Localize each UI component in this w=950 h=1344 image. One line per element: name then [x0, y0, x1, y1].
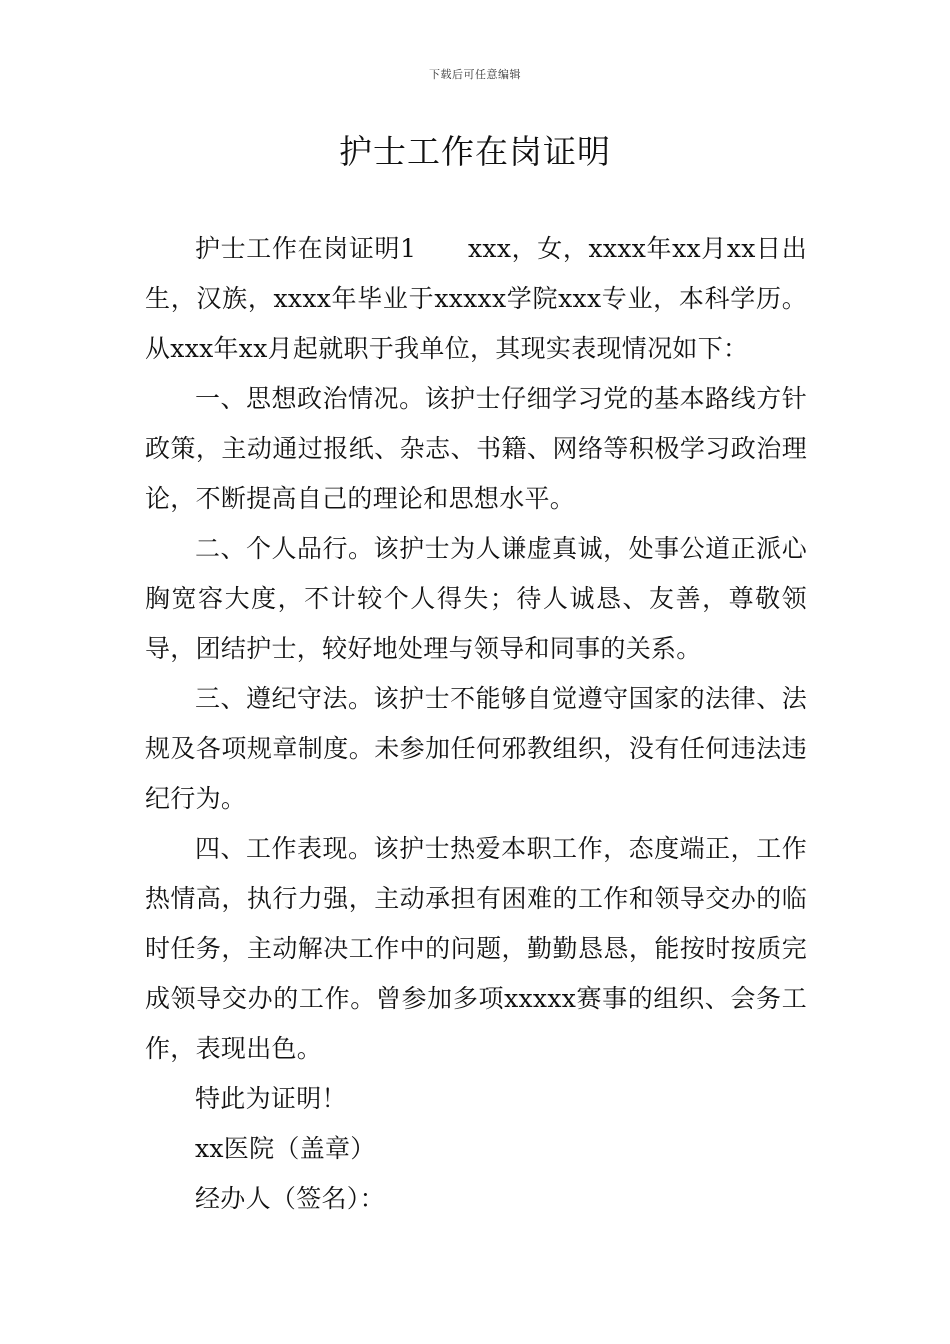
document-body: [145, 224, 807, 1224]
paragraph-work: 四、工作表现。该护士热爱本职工作，态度端正，工作热情高，执行力强，主动承担有困难的工作和领导交办的临时任务，主动解决工作中的问题，勤勤恳恳，能按时按质完成领导交办的工作。曾参加多项xxxxx赛事的组织、会务工作，表现出色。: [145, 834, 807, 1063]
issuer-line: xx医院（盖章）: [195, 1134, 376, 1163]
paragraph-law: 三、遵纪守法。该护士不能够自觉遵守国家的法律、法规及各项规章制度。未参加任何邪教组织，没有任何违法违纪行为。: [145, 684, 807, 813]
closing-line: 特此为证明！: [195, 1084, 347, 1113]
paragraph-intro: 护士工作在岗证明1 xxx，女，xxxx年xx月xx日出生，汉族，xxxx年毕业于xxxxx学院xxx专业，本科学历。从xxx年xx月起就职于我单位，其现实表现情况如下：: [145, 234, 807, 363]
handler-signature-line: 经办人（签名）：: [195, 1184, 385, 1213]
header-note: 下载后可任意编辑: [429, 68, 521, 81]
document-title: 护士工作在岗证明: [339, 132, 611, 171]
paragraph-character: 二、个人品行。该护士为人谦虚真诚，处事公道正派心胸宽容大度，不计较个人得失；待人诚恳、友善，尊敬领导，团结护士，较好地处理与领导和同事的关系。: [145, 534, 807, 663]
paragraph-political: 一、思想政治情况。该护士仔细学习党的基本路线方针政策，主动通过报纸、杂志、书籍、网络等积极学习政治理论，不断提高自己的理论和思想水平。: [145, 384, 807, 513]
